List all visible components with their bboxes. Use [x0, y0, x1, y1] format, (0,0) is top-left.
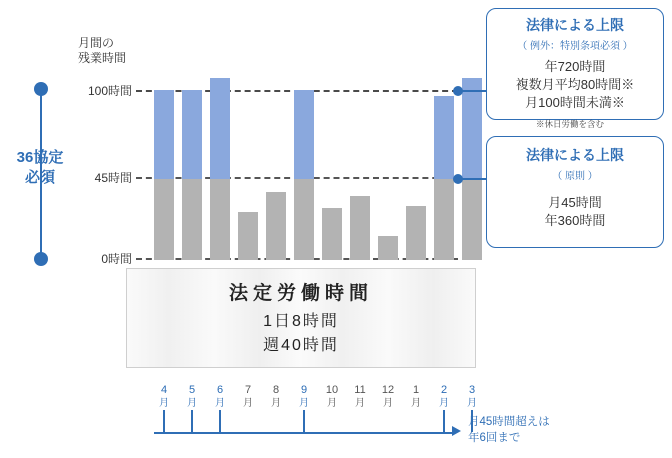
callout-principle-line2: 年360時間: [544, 213, 606, 228]
month-unit: 月: [187, 398, 197, 409]
legal-working-hours-box: [126, 268, 476, 368]
month-label-12: [377, 384, 399, 410]
month-num: 10: [325, 384, 339, 396]
legal-box-line1: 1日8時間: [263, 313, 339, 330]
tick-5: [191, 410, 193, 432]
y-axis-title-line2: 残業時間: [78, 51, 127, 65]
bar-2: [434, 96, 454, 260]
agreement-label: [8, 148, 72, 188]
callout-principle-connector: [462, 178, 486, 180]
month-label-10: [321, 384, 343, 410]
bar-9-base: [294, 179, 314, 260]
month-unit: 月: [243, 398, 253, 409]
bottom-note: [468, 414, 550, 446]
callout-principle-line1: 月45時間: [548, 195, 602, 210]
month-num: 1: [412, 384, 420, 396]
bar-4: [154, 90, 174, 260]
month-label-9: [293, 384, 315, 410]
tick-2: [443, 410, 445, 432]
bar-8: [266, 192, 286, 260]
bottom-note-line2: 年6回まで: [468, 432, 521, 444]
callout-principle: [486, 136, 664, 248]
month-label-11: [349, 384, 371, 410]
callout-principle-title: 法律による上限: [526, 147, 624, 163]
month-num: 5: [188, 384, 196, 396]
tick-4: [163, 410, 165, 432]
month-unit: 月: [327, 398, 337, 409]
bar-2-over: [434, 96, 454, 179]
callout-exception-connector: [462, 90, 486, 92]
month-unit: 月: [271, 398, 281, 409]
bar-6: [210, 78, 230, 260]
bar-6-base: [210, 179, 230, 260]
y-tick-100: 100時間: [87, 84, 132, 98]
y-axis-title-line1: 月間の: [78, 36, 115, 50]
month-num: 3: [468, 384, 476, 396]
over-limit-axis-line: [154, 432, 454, 434]
agreement-dot-bottom: [34, 252, 48, 266]
month-label-7: [237, 384, 259, 410]
bar-2-base: [434, 179, 454, 260]
bar-4-base: [154, 179, 174, 260]
month-label-6: [209, 384, 231, 410]
arrow-head-icon: [452, 426, 461, 436]
bar-11-base: [350, 196, 370, 260]
month-unit: 月: [383, 398, 393, 409]
bar-chart-plot: [148, 88, 460, 260]
month-label-8: [265, 384, 287, 410]
callout-principle-sub: （ 原則 ）: [552, 171, 598, 182]
tick-6: [219, 410, 221, 432]
month-num: 6: [216, 384, 224, 396]
legal-box-heading: 法定労働時間: [228, 283, 373, 304]
month-num: 2: [440, 384, 448, 396]
bar-3-over: [462, 78, 482, 179]
bar-10-base: [322, 208, 342, 260]
callout-exception: [486, 8, 664, 120]
bar-9: [294, 90, 314, 260]
month-unit: 月: [355, 398, 365, 409]
month-unit: 月: [299, 398, 309, 409]
month-num: 11: [354, 384, 366, 396]
agreement-dot-top: [34, 82, 48, 96]
callout-exception-line1: 年720時間: [544, 59, 606, 74]
month-label-1: [405, 384, 427, 410]
callout-exception-note: ※休日労働を含む: [536, 119, 605, 129]
month-num: 7: [244, 384, 252, 396]
bar-6-over: [210, 78, 230, 179]
month-label-2: [433, 384, 455, 410]
bar-11: [350, 196, 370, 260]
callout-exception-sub: （ 例外：特別条項必須 ）: [517, 41, 633, 52]
y-tick-45: 45時間: [94, 171, 132, 185]
bar-3-base: [462, 179, 482, 260]
bar-5-over: [182, 90, 202, 179]
month-unit: 月: [159, 398, 169, 409]
month-num: 12: [381, 384, 395, 396]
bar-1-base: [406, 206, 426, 260]
legal-box-line2: 週40時間: [263, 337, 339, 354]
agreement-label-line2: 必須: [24, 169, 55, 186]
month-unit: 月: [467, 398, 477, 409]
tick-9: [303, 410, 305, 432]
month-unit: 月: [215, 398, 225, 409]
month-unit: 月: [411, 398, 421, 409]
bar-7-base: [238, 212, 258, 260]
bar-12-base: [378, 236, 398, 260]
bar-8-base: [266, 192, 286, 260]
bar-7: [238, 212, 258, 260]
bar-3: [462, 78, 482, 260]
bar-12: [378, 236, 398, 260]
callout-exception-line2: 複数月平均80時間※: [515, 77, 635, 92]
bottom-note-line1: 月45時間超えは: [468, 416, 550, 428]
callout-exception-line3: 月100時間未満※: [525, 95, 625, 110]
y-tick-0: 0時間: [101, 252, 132, 266]
bar-1: [406, 206, 426, 260]
y-axis-title: [78, 36, 126, 66]
bar-5: [182, 90, 202, 260]
month-num: 4: [160, 384, 168, 396]
bar-5-base: [182, 179, 202, 260]
agreement-label-line1: 36協定: [16, 149, 64, 166]
bar-9-over: [294, 90, 314, 179]
bar-10: [322, 208, 342, 260]
month-num: 8: [272, 384, 280, 396]
month-unit: 月: [439, 398, 449, 409]
month-label-4: [153, 384, 175, 410]
month-label-5: [181, 384, 203, 410]
month-label-3: [461, 384, 483, 410]
callout-exception-title: 法律による上限: [526, 17, 624, 33]
bar-4-over: [154, 90, 174, 179]
month-num: 9: [300, 384, 308, 396]
